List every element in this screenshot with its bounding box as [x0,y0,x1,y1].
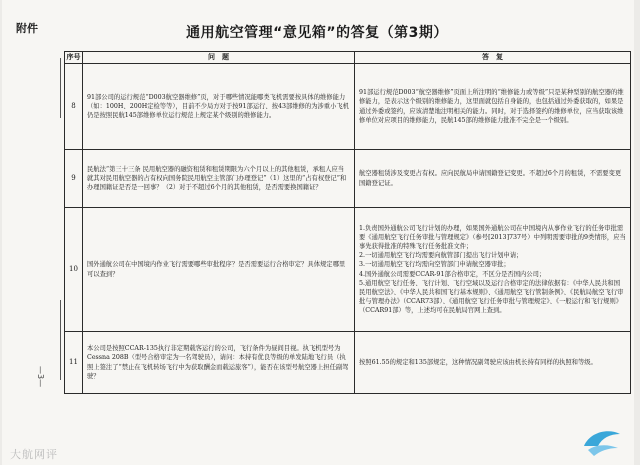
page-number: —3— [36,366,45,388]
question-cell: 本公司是按照CCAR-135执行非定期载客运行的公司，飞行条件为昼间目视。执飞机型号为Cessna 208B（型号合格审定为一名驾驶员），请问：本持有优良等级的单发陆地飞行员（执照上签注了“禁止在飞机转场飞行中为获取酬金而载运旅客”），能否在该型号航空器上担任副驾驶？ [83,332,355,394]
table-header-row [65,52,631,64]
column-header-number: 序号 [65,52,83,64]
question-cell: 民航法“第三十三条 民用航空器的融资租赁和租赁期限为六个月以上的其他租赁，承租人应当就其对民用航空器的占有权向国务院民用航空主管部门办理登记”（1）这里的“占有权登记”和办理国籍证是否是一回事？（2）对于不超过6个月的其他租赁，是否需要换国籍证？ [83,150,355,208]
table-row [65,332,631,394]
answer-line: 2.一切通用航空飞行均需要向航管部门提出飞行计划申请； [359,252,523,260]
attachment-label: 附件 [16,22,38,35]
row-number: 11 [65,332,83,394]
binding-edge-mark [60,58,65,118]
answer-cell: 航空器租赁涉及变更占有权。应向民航局申请国籍登记变更。不超过6个月的租赁，不需要变更国籍登记证。 [355,150,631,208]
row-number: 10 [65,208,83,332]
answer-cell: 91部运行规范D003“航空器维修”页面上所注明的“维修能力或等级”只是某种型别的航空器的维修能力，是表示这个级别的维修能力，这里面就包括自身能的，也包括通过外委获取的，如果是通过外委或签约，应该清楚地注明相关的能力。同时，对于选择签约的维修单位，应当获取该维修单位对应项目的维修能力，民航145部的维修能力批准不完全是一个级别。 [355,64,631,150]
table-row [65,208,631,332]
answer-cell [355,208,631,332]
qa-table [64,51,631,394]
page-title: 通用航空管理“意见箱”的答复（第3期） [186,25,448,41]
row-number: 8 [65,64,83,150]
answer-line: 4.国外通航公司需要CCAR-91部合格审定，不区分是否国内公司； [359,270,546,278]
watermark-logo-icon [580,424,624,458]
answer-line: 3.一切通用航空飞行均需向空管部门申请航空器审批； [359,261,510,269]
document-page [2,0,634,465]
table-row [65,150,631,208]
column-header-question: 问 题 [83,52,355,64]
question-cell: 91部公司的运行规范“D003航空器维修”页，对于哪些情况能哪类飞机需要按具体的维修能力（如：100H、200H定检等等），目前不少局方对于按91部运行、按43部维修的为涉重小飞机仍是按照民航145部维修单位运行规范上规定某个级别的维修能力。 [83,64,355,150]
question-cell: 国外通航公司在中国境内作业飞行需要哪些审批程序？是否需要运行合格审定？具体规定哪里可以查到？ [83,208,355,332]
answer-cell: 按照61.55的规定和135部规定，这种情况副驾驶应该由机长持有同样的执照和等级。 [355,332,631,394]
table-row [65,64,631,150]
binding-edge-mark [60,300,65,380]
column-header-answer: 答 复 [355,52,631,64]
answer-line: 1.负责国外通航公司飞行计划的办理，如果国外通航公司在中国境内从事作业飞行的任务审批需要《通用航空飞行任务审批与管理规定》（参号[2013]737号）中列明需要审批的9类情形，应当事先获得批准的特殊飞行任务批准文件； [359,224,626,251]
row-number: 9 [65,150,83,208]
watermark-text: 大航网评 [10,448,58,461]
answer-line: 5.通用航空飞行任务、飞行计划、飞行空域以及运行合格审定的法律依据有：《中华人民共和国民用航空法》、《中华人民共和国飞行基本规则》、《通用航空飞行管制条例》、《民航局航空飞行审批与管理办法》（CCAR73部）、《通用航空飞行任务审批与管理规定》、《一般运行和飞行规则》（CCAR91部）等，上述均可在民航局官网上查到。 [359,279,624,314]
